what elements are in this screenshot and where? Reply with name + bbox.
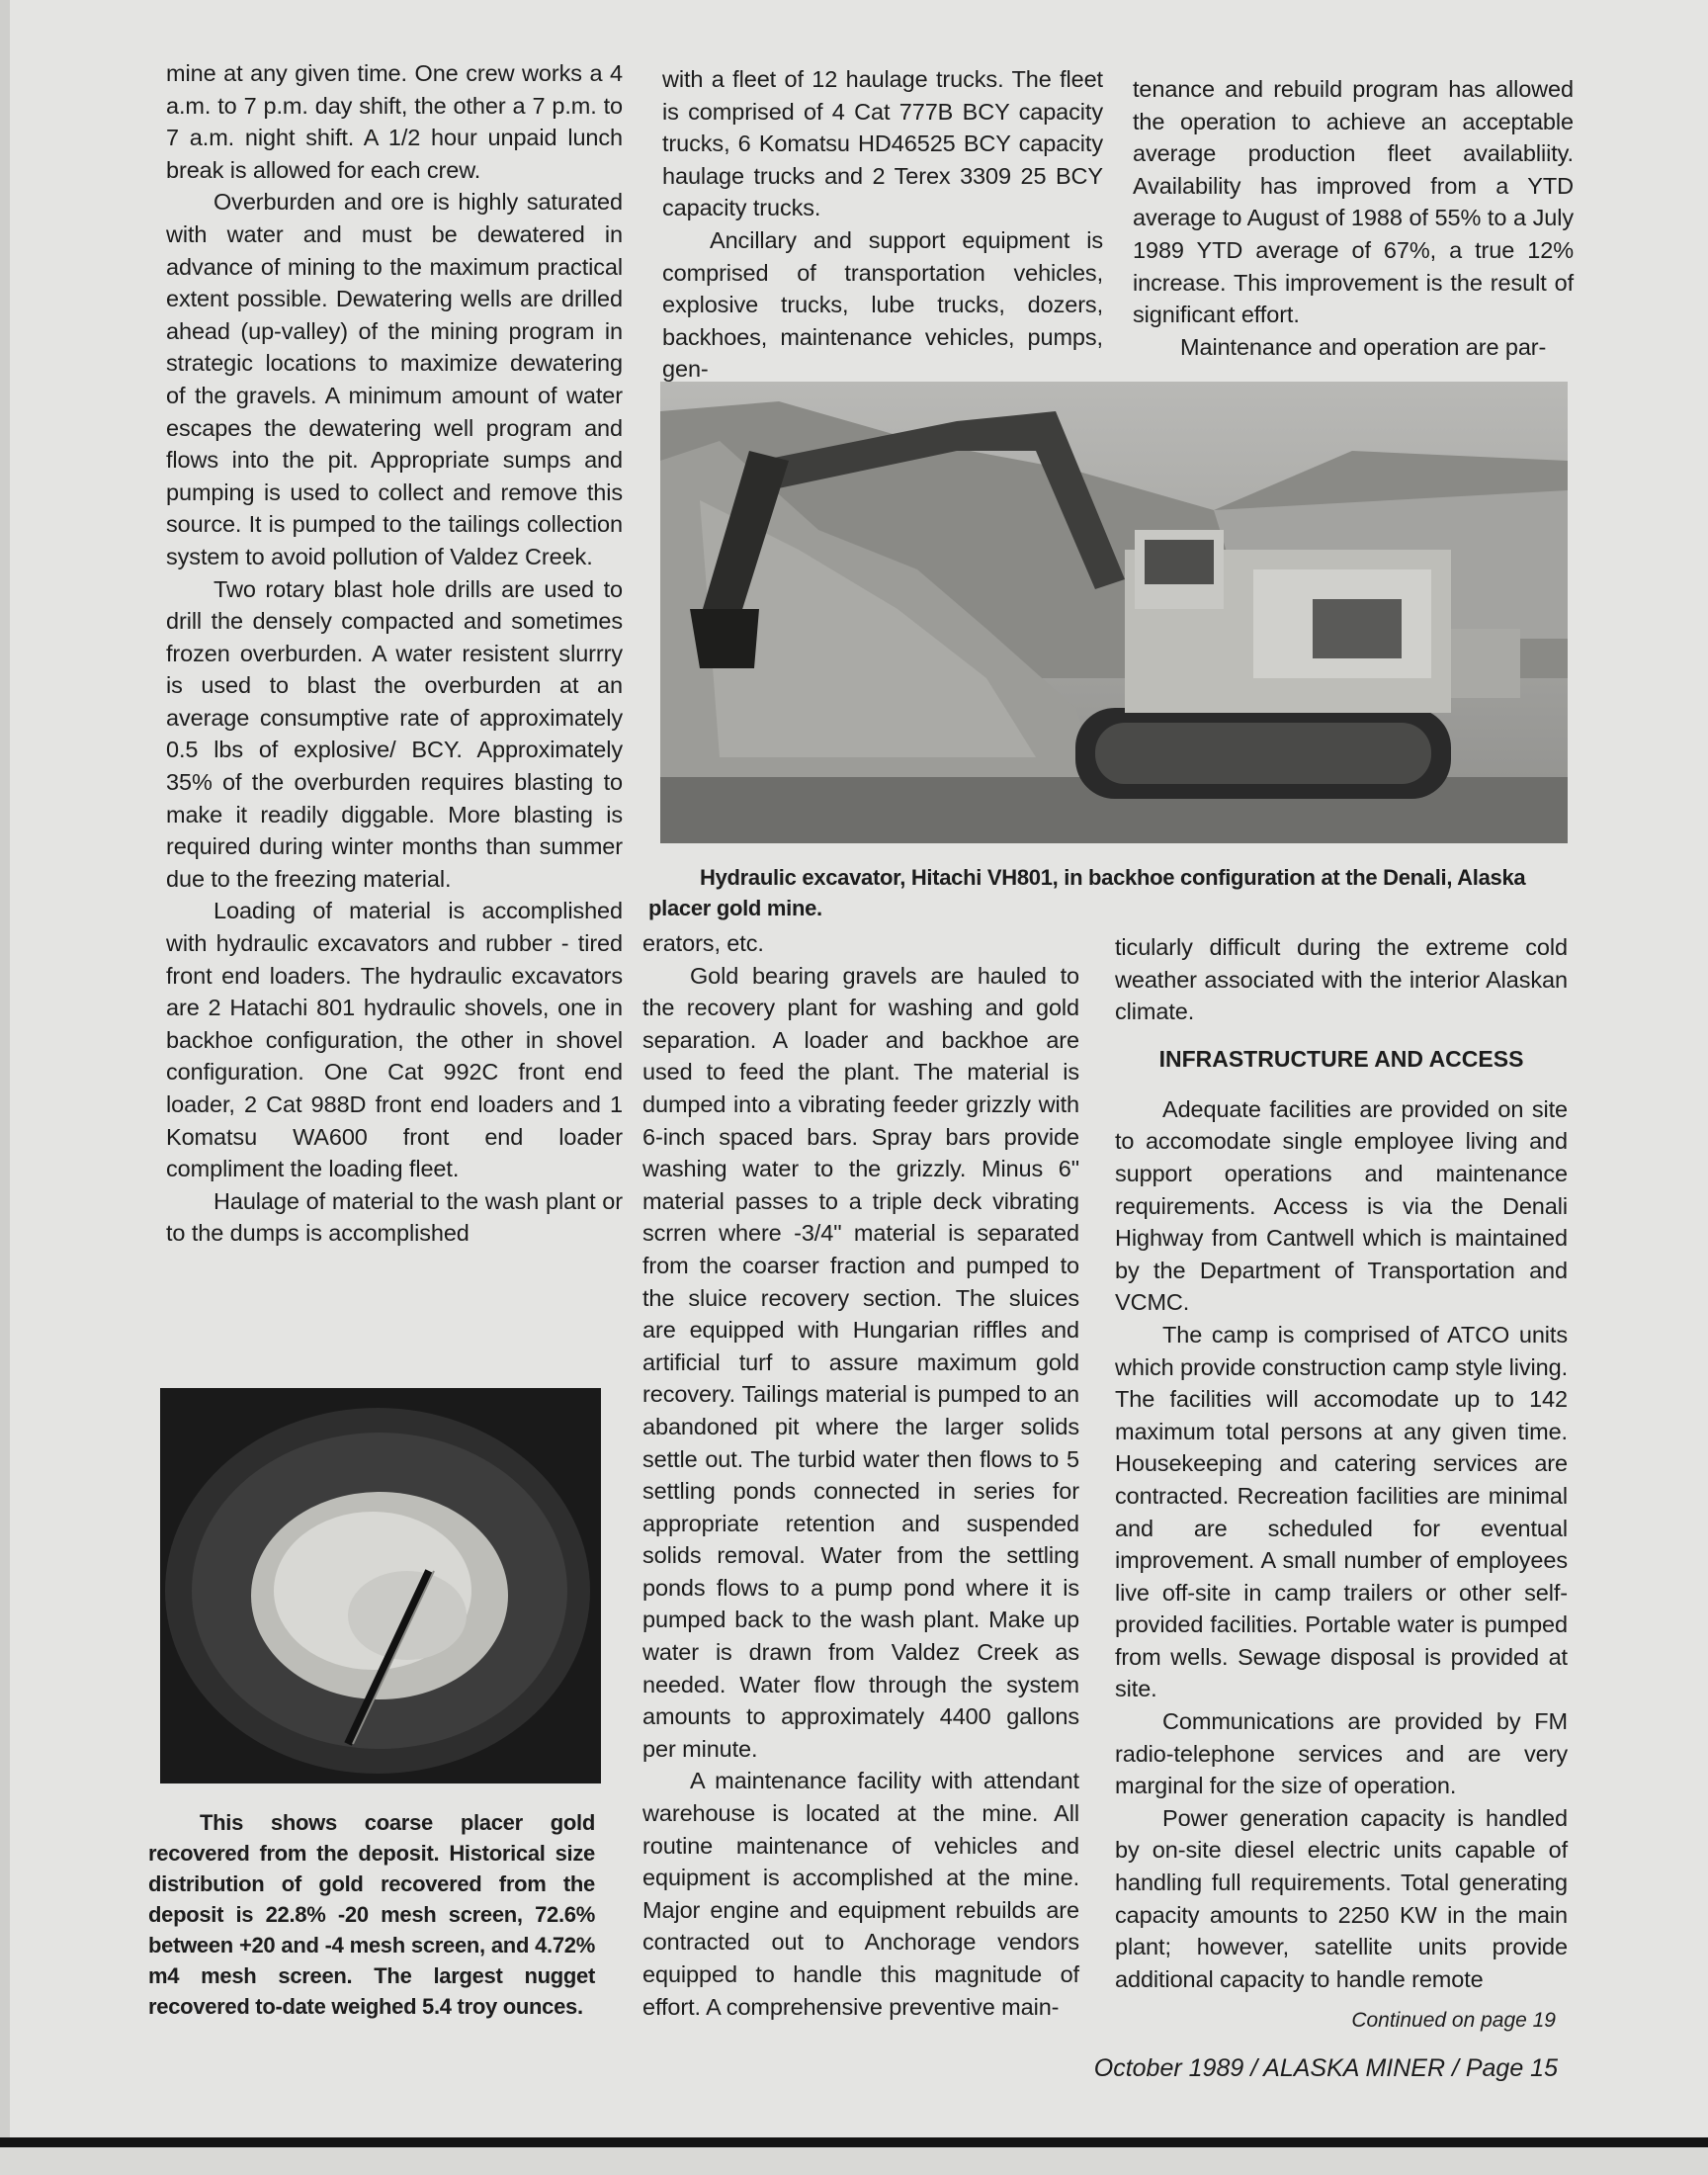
paragraph: ticularly difficult during the extreme cold weather associated with the interior Alaskan climate.	[1115, 934, 1568, 1025]
continued-note: Continued on page 19	[1351, 2009, 1556, 2032]
paragraph: Adequate facilities are provided on site to accomodate single employee living and support operations and maintenance requirements. Access is via the Denali Highway from Cantwell which is maintained by the Department of Transportation and VCMC.	[1115, 1095, 1568, 1316]
paragraph: with a fleet of 12 haulage trucks. The fleet is comprised of 4 Cat 777B BCY capacity trucks, 6 Komatsu HD46525 BCY capacity haulage trucks and 2 Terex 3309 25 BCY capacity trucks.	[662, 66, 1103, 221]
page-edge	[0, 0, 10, 2175]
bottom-margin	[0, 2147, 1708, 2175]
excavator-caption: Hydraulic excavator, Hitachi VH801, in backhoe configuration at the Denali, Alaska placer gold mine.	[648, 865, 1526, 920]
paragraph: Gold bearing gravels are hauled to the recovery plant for washing and gold separation. A loader and backhoe are used to feed the plant. The material is dumped into a vibrating feeder grizzly with 6-inch spaced bars. Spray bars provide washing water to the grizzly. Minus 6" material passes to a triple deck vibrating scrren where -3/4" material is separated from the coarser fraction and pumped to the sluice recovery section. The sluices are equipped with Hungarian riffles and artificial turf to assure maximum gold recovery. Tailings material is pumped to an abandoned pit where the larger solids settle out. The turbid water then flows to 5 settling ponds connected in series for appropriate retention and suspended solids removal. Water from the settling ponds flows to a pump pond where it is pumped back to the wash plant. Make up water is drawn from Valdez Creek as needed. Water flow through the system amounts to approximately 4400 gallons per minute.	[642, 962, 1079, 1762]
paragraph: mine at any given time. One crew works a 4 a.m. to 7 p.m. day shift, the other a 7 p.m. to 7 a.m. night shift. A 1/2 hour unpaid lunch break is allowed for each crew.	[166, 60, 623, 183]
gold-caption: This shows coarse placer gold recovered from the deposit. Historical size distribution of gold recovered from the deposit is 22.8% -20 mesh screen, 72.6% between +20 and -4 mesh screen, and 4.72% m4 mesh screen. The largest nugget recovered to-date weighed 5.4 troy ounces.	[148, 1810, 595, 2019]
paragraph: A maintenance facility with attendant warehouse is located at the mine. All routine maintenance of vehicles and equipment is accomplished at the mine. Major engine and equipment rebuilds are contracted out to Anchorage vendors equipped to handle this magnitude of effort. A comprehensive preventive main-	[642, 1768, 1079, 2020]
excavator-photo	[660, 382, 1568, 843]
section-heading: INFRASTRUCTURE AND ACCESS	[1158, 1046, 1524, 1072]
paragraph: Power generation capacity is handled by on-site diesel electric units capable of handling full requirements. Total generating capacity amounts to 2250 KW in the main plant; however, satellite units provide additional capacity to handle remote	[1115, 1804, 1568, 1992]
paragraph: Haulage of material to the wash plant or to the dumps is accomplished	[166, 1187, 623, 1247]
paragraph: Ancillary and support equipment is comprised of transportation vehicles, explosive trucks, lube trucks, dozers, backhoes, maintenance vehicles, pumps, gen-	[662, 226, 1103, 383]
paragraph: Maintenance and operation are par-	[1180, 333, 1547, 360]
paragraph: Two rotary blast hole drills are used to drill the densely compacted and sometimes frozen overburden. A water resistent slurrry is used to blast the overburden at an average consumptive rate of approximately 0.5 lbs of explosive/ BCY. Approximately 35% of the overburden requires blasting to make it readily diggable. More blasting is required during winter months than summer due to the freezing material.	[166, 575, 623, 892]
paragraph: Overburden and ore is highly saturated with water and must be dewatered in advance of mining to the maximum practical extent possible. Dewatering wells are drilled ahead (up-valley) of the mining program in strategic locations to maximize dewatering of the gravels. A minimum amount of water escapes the dewatering well program and flows into the pit. Appropriate sumps and pumping is used to collect and remove this source. It is pumped to the tailings collection system to avoid pollution of Valdez Creek.	[166, 189, 623, 569]
paragraph: Communications are provided by FM radio-telephone services and are very marginal for the size of operation.	[1115, 1708, 1568, 1799]
paragraph: Loading of material is accomplished with hydraulic excavators and rubber - tired front end loaders. The hydraulic excavators are 2 Hatachi 801 hydraulic shovels, one in backhoe configuration, the other in shovel configuration. One Cat 992C front end loader, 2 Cat 988D front end loaders and 1 Komatsu WA600 front end loader compliment the loading fleet.	[166, 898, 623, 1182]
bottom-rule	[0, 2137, 1708, 2147]
article-column-3-bottom	[1115, 931, 1568, 1995]
article-column-2-bottom	[642, 927, 1079, 2023]
paragraph: The camp is comprised of ATCO units which provide construction camp style living. The facilities will accomodate up to 142 maximum total persons at any given time. Housekeeping and catering services are contracted. Recreation facilities are minimal and are scheduled for eventual improvement. A small number of employees live off-site in camp trailers or other self-provided facilities. Portable water is pumped from wells. Sewage disposal is provided at site.	[1115, 1321, 1568, 1702]
paragraph: erators, etc.	[642, 930, 764, 956]
gold-pan-photo	[160, 1388, 601, 1784]
paragraph: tenance and rebuild program has allowed the operation to achieve an acceptable average production fleet availabliity. Availability has improved from a YTD average to August of 1988 of 55% to a July 1989 YTD average of 67%, a true 12% increase. This improvement is the result of significant effort.	[1133, 76, 1574, 328]
article-column-1	[166, 57, 623, 1250]
page-footer: October 1989 / ALASKA MINER / Page 15	[1093, 2054, 1558, 2082]
article-column-2-top	[662, 63, 1103, 386]
article-column-3-top	[1133, 73, 1574, 363]
